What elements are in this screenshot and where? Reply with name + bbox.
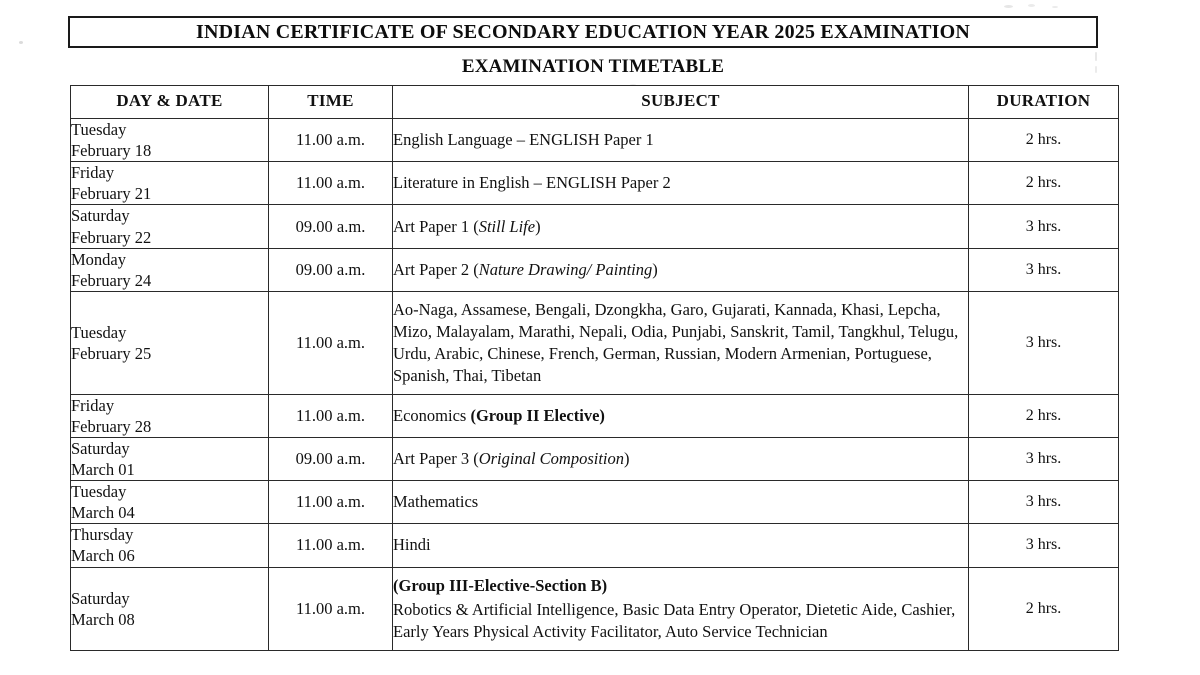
cell-time: 11.00 a.m.	[269, 291, 393, 394]
day-of-week: Tuesday	[71, 120, 127, 139]
page-title: INDIAN CERTIFICATE OF SECONDARY EDUCATION YEAR 2025 EXAMINATION	[195, 20, 971, 43]
cell-subject	[393, 481, 969, 524]
page-subtitle: EXAMINATION TIMETABLE	[461, 56, 725, 77]
subject-text: Art Paper 3 (	[393, 448, 479, 468]
day-of-week: Saturday	[71, 438, 130, 458]
subject-detail: Still Life	[478, 216, 536, 236]
cell-duration: 2 hrs.	[969, 119, 1119, 162]
subject-group-label: (Group II Elective)	[470, 405, 605, 425]
subject-detail: Original Composition	[478, 448, 624, 468]
table-row	[71, 567, 1119, 651]
cell-duration: 3 hrs.	[969, 205, 1119, 248]
cell-time: 11.00 a.m.	[269, 481, 393, 524]
cell-subject	[393, 119, 969, 162]
table-header	[71, 86, 1119, 119]
day-of-week: Thursday	[71, 525, 134, 545]
table-row	[71, 481, 1119, 524]
exam-date: February 22	[71, 227, 152, 247]
cell-day-date	[71, 524, 269, 567]
cell-subject	[393, 437, 969, 480]
cell-time: 11.00 a.m.	[269, 162, 393, 205]
table-header-row	[71, 86, 1119, 119]
exam-date: March 01	[71, 459, 135, 479]
cell-subject	[393, 205, 969, 248]
cell-day-date	[71, 291, 269, 394]
cell-subject	[393, 567, 969, 651]
column-header-subject: SUBJECT	[393, 86, 969, 119]
cell-time: 11.00 a.m.	[269, 567, 393, 651]
cell-day-date	[71, 394, 269, 437]
column-header-duration: DURATION	[969, 86, 1119, 119]
subject-text: Hindi	[393, 535, 431, 555]
day-of-week: Friday	[71, 395, 115, 415]
cell-duration: 3 hrs.	[969, 248, 1119, 291]
subject-text: Mathematics	[393, 492, 479, 512]
day-of-week: Monday	[71, 249, 126, 269]
day-of-week: Friday	[71, 163, 115, 183]
cell-subject	[393, 162, 969, 205]
subject-text: Literature in English – ENGLISH Paper 2	[393, 173, 671, 193]
exam-date: March 08	[71, 609, 135, 629]
table-row	[71, 205, 1119, 248]
subject-text: Ao-Naga, Assamese, Bengali, Dzongkha, Garo, Gujarati, Kannada, Khasi, Lepcha, Mizo, Malayalam, Marathi, Nepali, Odia, Punjabi, Sanskrit, Tamil, Tangkhul, Telugu, Urdu, Arabic, Chinese, French, German, Russian, Modern Armenian, Portuguese, Spanish, Thai, Tibetan	[393, 299, 959, 385]
cell-time: 09.00 a.m.	[269, 248, 393, 291]
cell-duration: 2 hrs.	[969, 567, 1119, 651]
subject-text: Robotics & Artificial Intelligence, Basic Data Entry Operator, Dietetic Aide, Cashier, Early Years Physical Activity Facilitator, Auto Service Technician	[393, 600, 956, 642]
exam-date: February 24	[71, 270, 152, 290]
cell-subject	[393, 291, 969, 394]
day-of-week: Saturday	[71, 206, 130, 226]
table-row	[71, 291, 1119, 394]
subject-text: Art Paper 2 (	[393, 259, 479, 279]
cell-day-date	[71, 567, 269, 651]
cell-time: 11.00 a.m.	[269, 524, 393, 567]
column-header-day-date: DAY & DATE	[71, 86, 269, 119]
cell-subject	[393, 394, 969, 437]
subject-text-suffix: )	[535, 216, 541, 236]
subject-detail: Nature Drawing/ Painting	[478, 259, 653, 279]
timetable-container	[70, 85, 1118, 651]
cell-time: 09.00 a.m.	[269, 205, 393, 248]
subject-text-suffix: )	[652, 259, 658, 279]
cell-day-date	[71, 437, 269, 480]
exam-date: February 28	[71, 416, 152, 436]
subject-group-heading: (Group III-Elective-Section B)	[393, 575, 608, 595]
day-of-week: Tuesday	[71, 322, 127, 342]
cell-day-date	[71, 162, 269, 205]
cell-day-date	[71, 119, 269, 162]
table-row	[71, 524, 1119, 567]
cell-day-date	[71, 248, 269, 291]
cell-duration: 3 hrs.	[969, 291, 1119, 394]
exam-date: March 04	[71, 503, 135, 523]
exam-date: February 18	[71, 141, 152, 161]
cell-duration: 2 hrs.	[969, 394, 1119, 437]
table-row	[71, 119, 1119, 162]
table-row	[71, 248, 1119, 291]
cell-subject	[393, 248, 969, 291]
cell-duration: 3 hrs.	[969, 437, 1119, 480]
scan-speck	[19, 41, 23, 44]
subject-text: English Language – ENGLISH Paper 1	[393, 130, 654, 150]
cell-duration: 3 hrs.	[969, 481, 1119, 524]
scan-speck	[1004, 5, 1013, 8]
cell-subject	[393, 524, 969, 567]
scan-speck	[1052, 6, 1058, 8]
table-row	[71, 162, 1119, 205]
exam-date: March 06	[71, 546, 135, 566]
cell-time: 09.00 a.m.	[269, 437, 393, 480]
cell-time: 11.00 a.m.	[269, 119, 393, 162]
document-title-box	[68, 16, 1098, 48]
cell-duration: 3 hrs.	[969, 524, 1119, 567]
cell-day-date	[71, 481, 269, 524]
exam-date: February 21	[71, 184, 152, 204]
table-row	[71, 437, 1119, 480]
scan-speck	[1028, 4, 1035, 7]
exam-date: February 25	[71, 343, 152, 363]
table-body	[71, 119, 1119, 651]
cell-duration: 2 hrs.	[969, 162, 1119, 205]
subject-text: Economics	[393, 405, 471, 425]
subject-text-suffix: )	[624, 448, 630, 468]
day-of-week: Tuesday	[71, 482, 127, 502]
subject-text: Art Paper 1 (	[393, 216, 479, 236]
column-header-time: TIME	[269, 86, 393, 119]
cell-time: 11.00 a.m.	[269, 394, 393, 437]
day-of-week: Saturday	[71, 588, 130, 608]
table-row	[71, 394, 1119, 437]
cell-day-date	[71, 205, 269, 248]
examination-timetable	[70, 85, 1119, 651]
